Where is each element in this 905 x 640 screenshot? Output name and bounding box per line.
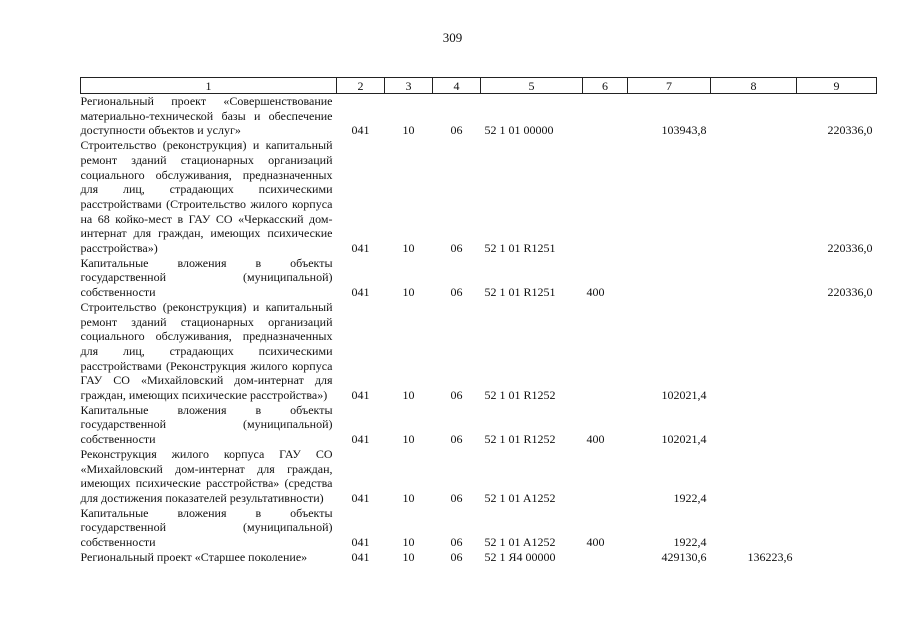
section-code: 10 (402, 241, 415, 256)
row-name: Капитальные вложения в объекты государственной (муниципальной) собственности (80, 255, 333, 300)
expense-type: 400 (586, 432, 605, 447)
amount-col-8 (711, 506, 797, 550)
amount-col-7 (628, 256, 711, 300)
amount-col-9 (797, 300, 877, 403)
table-row (81, 256, 877, 300)
column-header: 7 (628, 78, 711, 94)
row-name: Строительство (реконструкция) и капитальный ремонт зданий стационарных организаций социального обслуживания, предназначенных для лиц, страдающих психическими расстройствами (Реконструкция жилого корпуса ГАУ СО «Михайловский дом-интернат для граждан, имеющих психические расстройства») (80, 299, 333, 403)
column-header: 3 (385, 78, 433, 94)
amount-col-7: 1922,4 (673, 535, 707, 550)
amount-col-9 (797, 403, 877, 447)
target-code: 52 1 Я4 00000 (484, 549, 556, 564)
amount-col-9: 220336,0 (827, 241, 873, 256)
row-name: Капитальные вложения в объекты государственной (муниципальной) собственности (80, 402, 333, 447)
table-header-row (81, 78, 877, 94)
ministry-code: 041 (351, 490, 370, 505)
expense-type: 400 (586, 285, 605, 300)
ministry-code: 041 (351, 535, 370, 550)
row-name: Реконструкция жилого корпуса ГАУ СО «Михайловский дом-интернат для граждан, имеющих психические расстройства» (средства для достижения показателей результативности) (80, 446, 333, 505)
amount-col-9: 220336,0 (827, 123, 873, 138)
table-row (81, 506, 877, 550)
subsection-code: 06 (450, 490, 463, 505)
amount-col-8 (711, 447, 797, 506)
amount-col-7 (628, 138, 711, 256)
subsection-code: 06 (450, 388, 463, 403)
amount-col-7: 429130,6 (661, 549, 707, 564)
target-code: 52 1 01 00000 (484, 123, 554, 138)
amount-col-7: 102021,4 (661, 432, 707, 447)
column-header: 2 (337, 78, 385, 94)
table-row (81, 447, 877, 506)
page-number: 309 (442, 30, 463, 45)
table-row (81, 300, 877, 403)
expense-type (583, 138, 628, 256)
amount-col-9 (797, 447, 877, 506)
target-code: 52 1 01 A1252 (484, 535, 556, 550)
column-header: 5 (481, 78, 583, 94)
amount-col-9 (797, 550, 877, 565)
table-row (81, 403, 877, 447)
amount-col-8: 136223,6 (747, 549, 793, 564)
expense-type (583, 550, 628, 565)
subsection-code: 06 (450, 432, 463, 447)
table-row (81, 94, 877, 139)
section-code: 10 (402, 549, 415, 564)
amount-col-9 (797, 506, 877, 550)
column-header: 6 (583, 78, 628, 94)
expense-type (583, 94, 628, 139)
expense-type: 400 (586, 535, 605, 550)
row-name: Региональный проект «Совершенствование материально-технической базы и обеспечение доступности объектов и услуг» (80, 94, 333, 138)
column-header: 4 (433, 78, 481, 94)
column-header: 8 (711, 78, 797, 94)
amount-col-7: 102021,4 (661, 388, 707, 403)
subsection-code: 06 (450, 123, 463, 138)
section-code: 10 (402, 490, 415, 505)
subsection-code: 06 (450, 285, 463, 300)
target-code: 52 1 01 A1252 (484, 490, 556, 505)
target-code: 52 1 01 R1252 (484, 432, 556, 447)
column-header: 9 (797, 78, 877, 94)
budget-table (80, 77, 877, 565)
section-code: 10 (402, 432, 415, 447)
ministry-code: 041 (351, 241, 370, 256)
subsection-code: 06 (450, 549, 463, 564)
amount-col-8 (711, 138, 797, 256)
ministry-code: 041 (351, 285, 370, 300)
amount-col-8 (711, 94, 797, 139)
amount-col-9: 220336,0 (827, 285, 873, 300)
amount-col-7: 1922,4 (673, 490, 707, 505)
subsection-code: 06 (450, 241, 463, 256)
amount-col-7: 103943,8 (661, 123, 707, 138)
expense-type (583, 300, 628, 403)
ministry-code: 041 (351, 388, 370, 403)
ministry-code: 041 (351, 123, 370, 138)
column-header: 1 (81, 78, 337, 94)
subsection-code: 06 (450, 535, 463, 550)
target-code: 52 1 01 R1252 (484, 388, 556, 403)
ministry-code: 041 (351, 432, 370, 447)
row-name: Капитальные вложения в объекты государственной (муниципальной) собственности (80, 505, 333, 550)
section-code: 10 (402, 123, 415, 138)
ministry-code: 041 (351, 549, 370, 564)
row-name: Региональный проект «Старшее поколение» (80, 549, 308, 564)
table-row (81, 550, 877, 565)
row-name: Строительство (реконструкция) и капитальный ремонт зданий стационарных организаций социального обслуживания, предназначенных для лиц, страдающих психическими расстройствами (Строительство жилого корпуса на 68 койко-мест в ГАУ СО «Черкасский дом-интернат для граждан, имеющих психические расстройства») (80, 138, 333, 256)
target-code: 52 1 01 R1251 (484, 285, 556, 300)
section-code: 10 (402, 535, 415, 550)
section-code: 10 (402, 388, 415, 403)
section-code: 10 (402, 285, 415, 300)
amount-col-8 (711, 256, 797, 300)
table-row (81, 138, 877, 256)
target-code: 52 1 01 R1251 (484, 241, 556, 256)
expense-type (583, 447, 628, 506)
amount-col-8 (711, 300, 797, 403)
amount-col-8 (711, 403, 797, 447)
